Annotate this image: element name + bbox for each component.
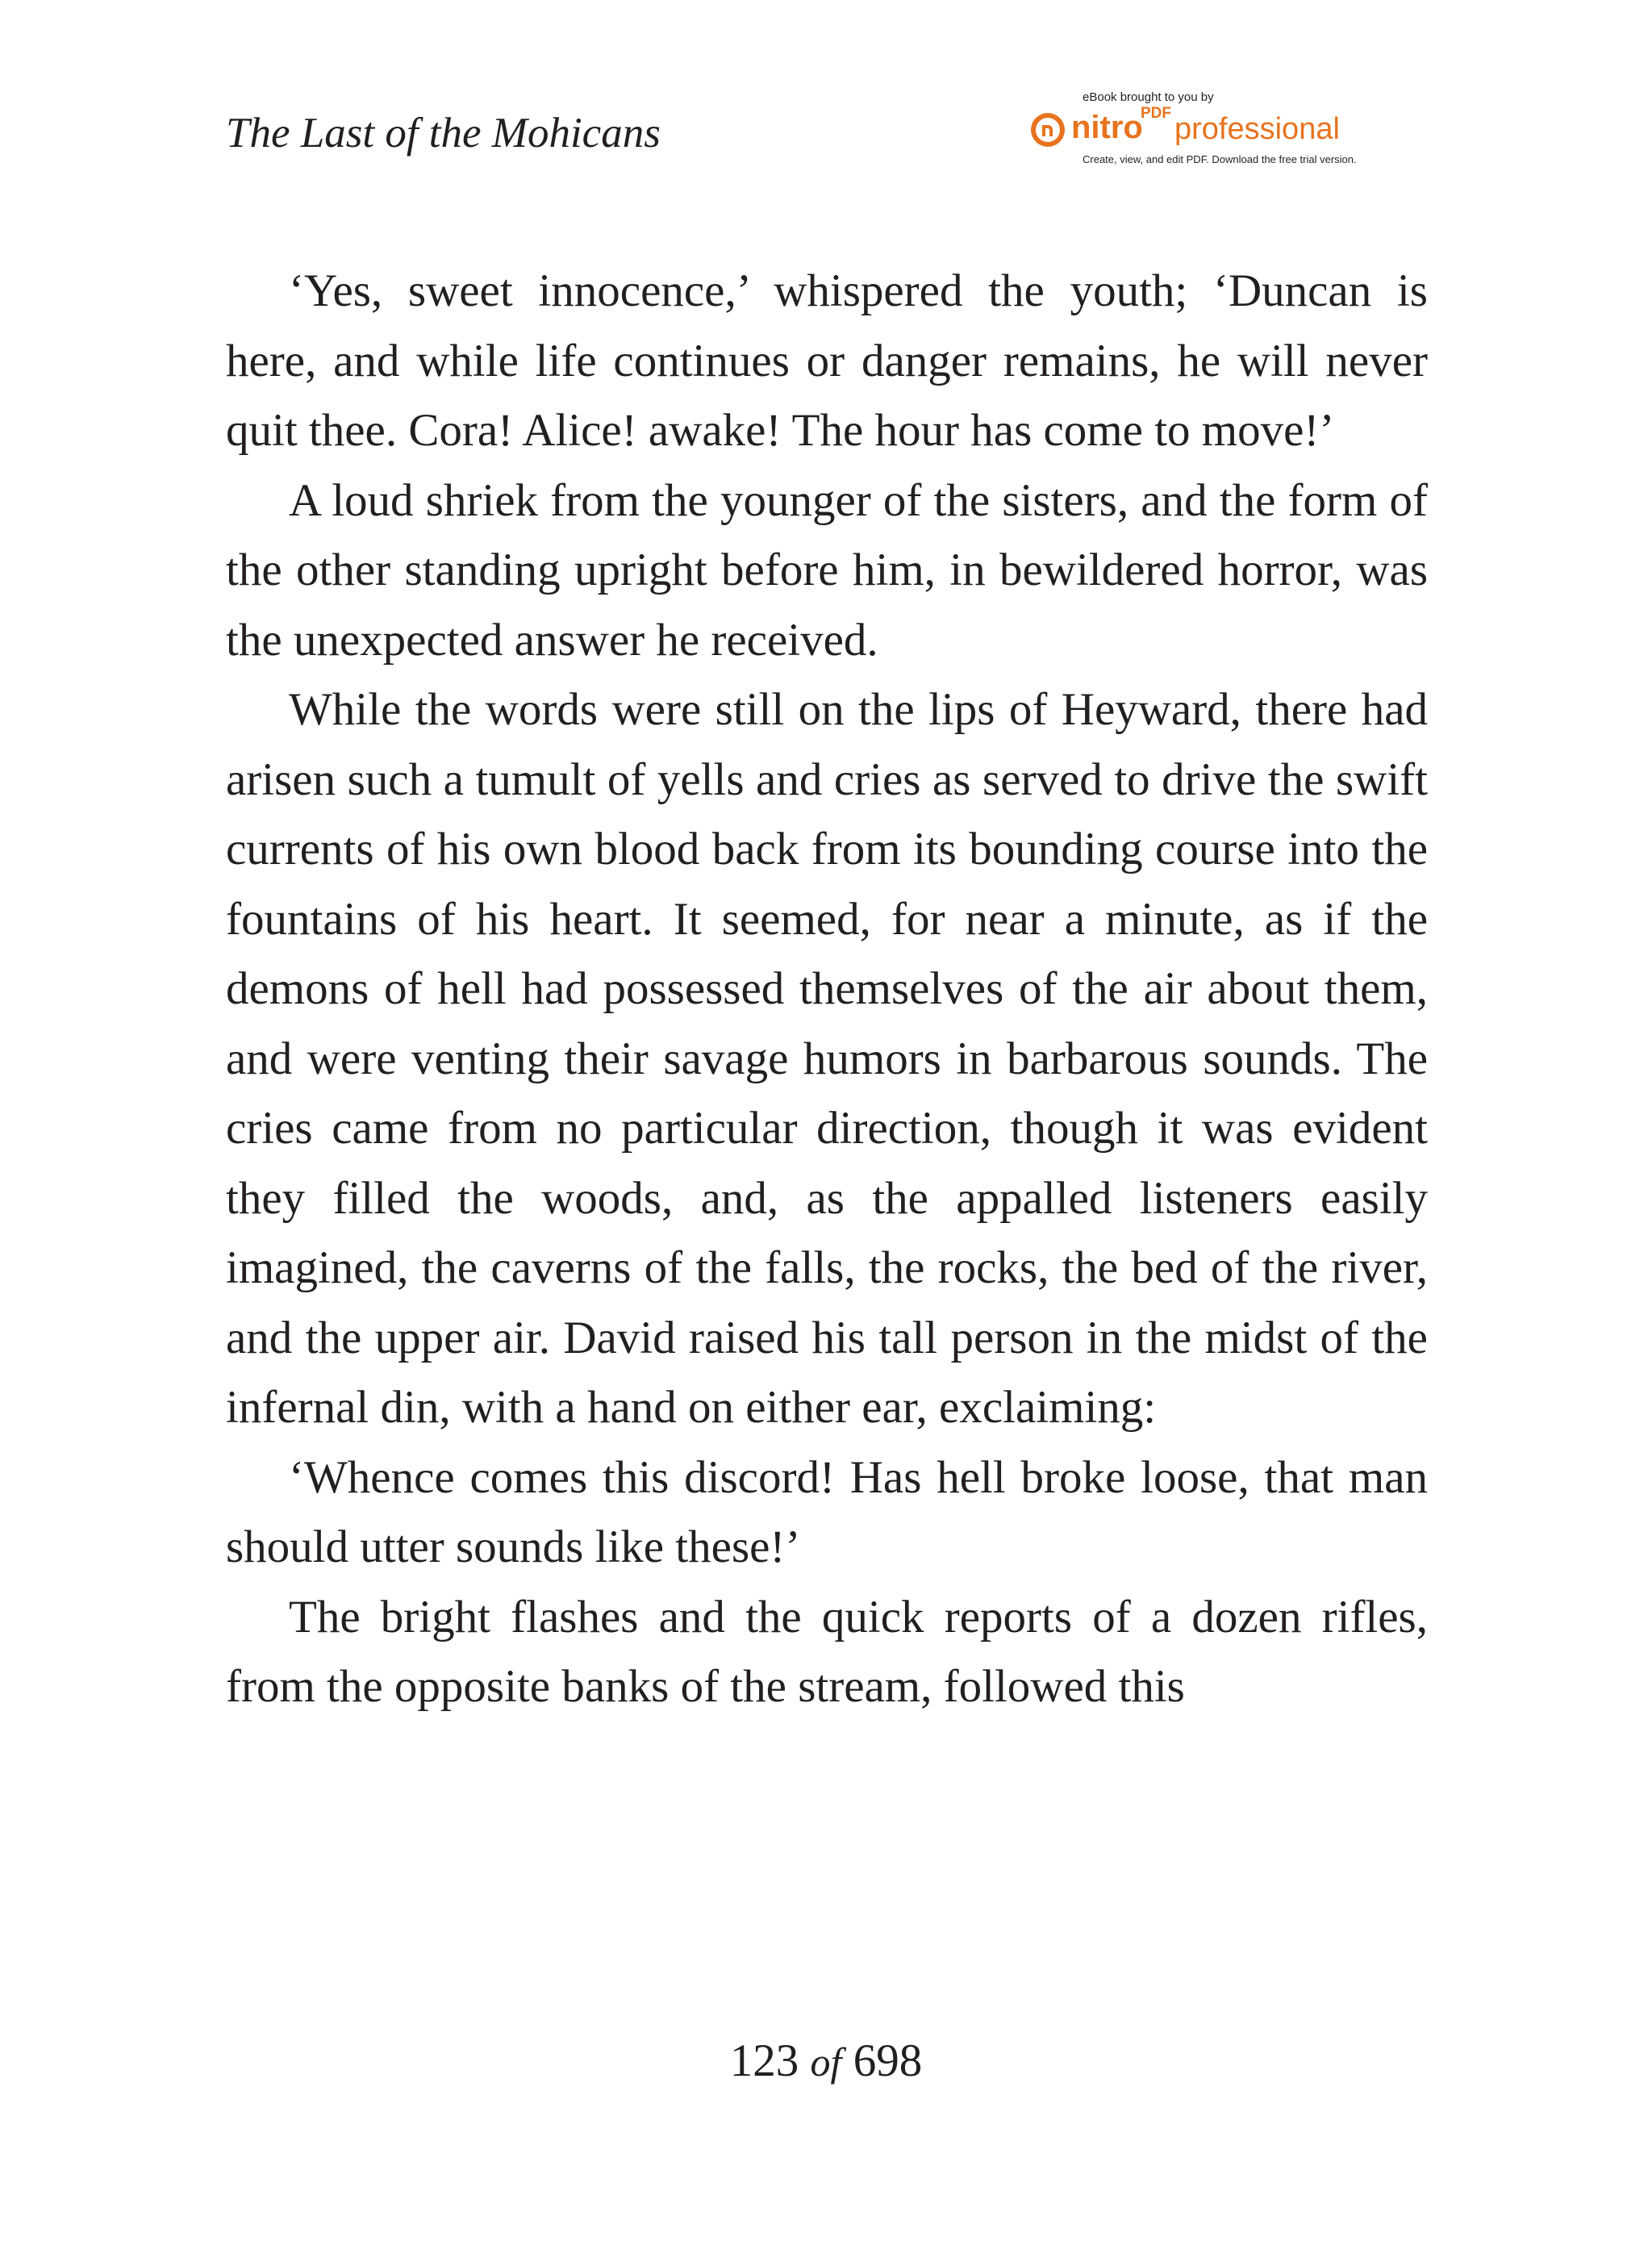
paragraph: While the words were still on the lips of Heyward, there had arisen such a tumult of yells and cries as served to drive the swift currents of his own blood back from its bounding course into the fountains of his heart. It seemed, for near a minute, as if the demons of hell had possessed themselves of the air about them, and were venting their savage humors in barbarous sounds. The cries came from no particular direction, though it was evident they filled the woods, and, as the appalled listeners easily imagined, the caverns of the falls, the rocks, the bed of the river, and the upper air. David raised his tall person in the midst of the infernal din, with a hand on either ear, exclaiming:: [226, 684, 1428, 1433]
banner-brought-by: eBook brought to you by: [1083, 90, 1214, 104]
paragraph: ‘Yes, sweet innocence,’ whispered the youth; ‘Duncan is here, and while life continues or danger remains, he will never quit thee. Cora! Alice! awake! The hour has come to move!’: [226, 265, 1428, 456]
paragraph: A loud shriek from the younger of the sisters, and the form of the other standing upright before him, in bewildered horror, was the unexpected answer he received.: [226, 474, 1428, 666]
total-pages: 698: [853, 2035, 923, 2086]
banner-tagline: Create, view, and edit PDF. Download the free trial version.: [1083, 153, 1357, 165]
paragraph: ‘Whence comes this discord! Has hell broke loose, that man should utter sounds like these!’: [226, 1451, 1428, 1572]
banner-superscript: PDF: [1141, 105, 1171, 122]
body-text: [226, 257, 1428, 1722]
nitro-pdf-banner[interactable]: [1029, 89, 1433, 177]
banner-brand: nitro: [1071, 110, 1143, 145]
current-page: 123: [729, 2035, 799, 2086]
nitro-logo-icon: [1029, 111, 1066, 148]
page-number: [0, 2033, 1652, 2090]
banner-product: professional: [1174, 112, 1340, 146]
page-separator: of: [810, 2039, 842, 2085]
running-title: The Last of the Mohicans: [226, 110, 661, 157]
paragraph: The bright flashes and the quick reports of a dozen rifles, from the opposite banks of the stream, followed this: [226, 1591, 1428, 1712]
